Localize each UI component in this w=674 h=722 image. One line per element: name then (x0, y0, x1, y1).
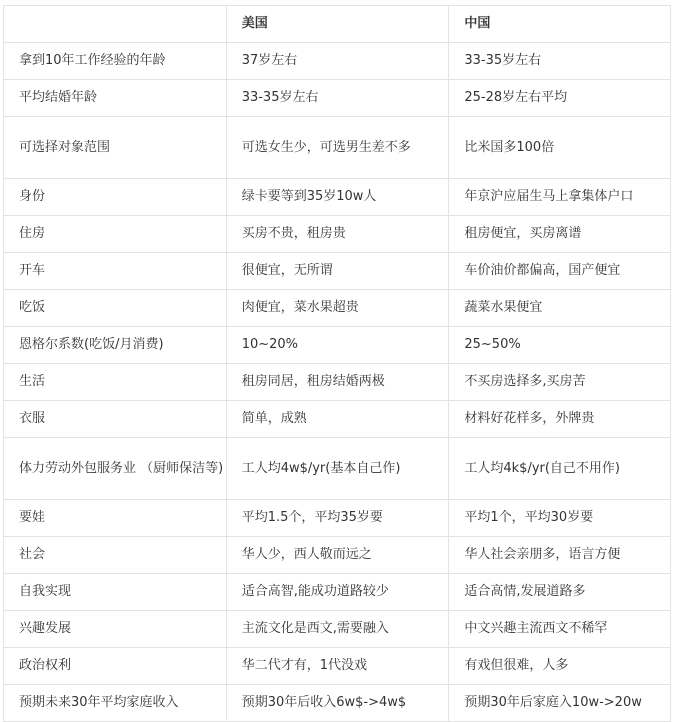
row-china: 工人均4k$/yr(自己不用作) (449, 438, 671, 500)
row-china: 25~50% (449, 327, 671, 364)
table-row (4, 648, 671, 685)
row-china: 比米国多100倍 (449, 117, 671, 179)
row-topic: 兴趣发展 (4, 611, 227, 648)
row-usa: 华二代才有，1代没戏 (226, 648, 449, 685)
table-row (4, 500, 671, 537)
row-china: 有戏但很难，人多 (449, 648, 671, 685)
table-row (4, 611, 671, 648)
row-topic: 住房 (4, 216, 227, 253)
table-row (4, 179, 671, 216)
row-topic: 恩格尔系数(吃饭/月消费) (4, 327, 227, 364)
table-header-row (4, 6, 671, 43)
row-usa: 很便宜，无所谓 (226, 253, 449, 290)
comparison-table (3, 5, 671, 722)
table-row (4, 253, 671, 290)
row-usa: 简单，成熟 (226, 401, 449, 438)
row-usa: 华人少，西人敬而远之 (226, 537, 449, 574)
row-topic: 生活 (4, 364, 227, 401)
table-row (4, 327, 671, 364)
row-usa: 买房不贵，租房贵 (226, 216, 449, 253)
table-row (4, 574, 671, 611)
row-topic: 可选择对象范围 (4, 117, 227, 179)
row-china: 25-28岁左右平均 (449, 80, 671, 117)
row-topic: 体力劳动外包服务业 （厨师保洁等) (4, 438, 227, 500)
header-topic (4, 6, 227, 43)
table-row (4, 117, 671, 179)
row-usa: 租房同居，租房结婚两极 (226, 364, 449, 401)
row-usa: 适合高智,能成功道路较少 (226, 574, 449, 611)
row-topic: 预期未来30年平均家庭收入 (4, 685, 227, 722)
row-usa: 33-35岁左右 (226, 80, 449, 117)
row-topic: 社会 (4, 537, 227, 574)
table-row (4, 216, 671, 253)
row-usa: 预期30年后收入6w$->4w$ (226, 685, 449, 722)
row-usa: 10~20% (226, 327, 449, 364)
row-usa: 37岁左右 (226, 43, 449, 80)
row-china: 年京沪应届生马上拿集体户口 (449, 179, 671, 216)
row-topic: 吃饭 (4, 290, 227, 327)
table-row (4, 364, 671, 401)
row-china: 不买房选择多,买房苦 (449, 364, 671, 401)
header-china: 中国 (449, 6, 671, 43)
row-topic: 自我实现 (4, 574, 227, 611)
row-china: 预期30年后家庭入10w->20w (449, 685, 671, 722)
row-usa: 平均1.5个，平均35岁要 (226, 500, 449, 537)
row-china: 材料好花样多，外牌贵 (449, 401, 671, 438)
row-china: 平均1个，平均30岁要 (449, 500, 671, 537)
row-usa: 主流文化是西文,需要融入 (226, 611, 449, 648)
row-topic: 开车 (4, 253, 227, 290)
header-usa: 美国 (226, 6, 449, 43)
table-row (4, 438, 671, 500)
row-china: 33-35岁左右 (449, 43, 671, 80)
row-china: 适合高情,发展道路多 (449, 574, 671, 611)
row-topic: 政治权利 (4, 648, 227, 685)
row-china: 华人社会亲朋多，语言方便 (449, 537, 671, 574)
row-topic: 平均结婚年龄 (4, 80, 227, 117)
table-row (4, 537, 671, 574)
table-row (4, 685, 671, 722)
row-china: 中文兴趣主流西文不稀罕 (449, 611, 671, 648)
table-row (4, 290, 671, 327)
row-usa: 绿卡要等到35岁10w人 (226, 179, 449, 216)
row-china: 租房便宜，买房离谱 (449, 216, 671, 253)
row-usa: 可选女生少，可选男生差不多 (226, 117, 449, 179)
row-china: 车价油价都偏高，国产便宜 (449, 253, 671, 290)
row-topic: 衣服 (4, 401, 227, 438)
row-topic: 要娃 (4, 500, 227, 537)
table-row (4, 43, 671, 80)
table-row (4, 80, 671, 117)
row-usa: 工人均4w$/yr(基本自己作) (226, 438, 449, 500)
table-row (4, 401, 671, 438)
row-topic: 拿到10年工作经验的年龄 (4, 43, 227, 80)
row-usa: 肉便宜，菜水果超贵 (226, 290, 449, 327)
row-china: 蔬菜水果便宜 (449, 290, 671, 327)
row-topic: 身份 (4, 179, 227, 216)
